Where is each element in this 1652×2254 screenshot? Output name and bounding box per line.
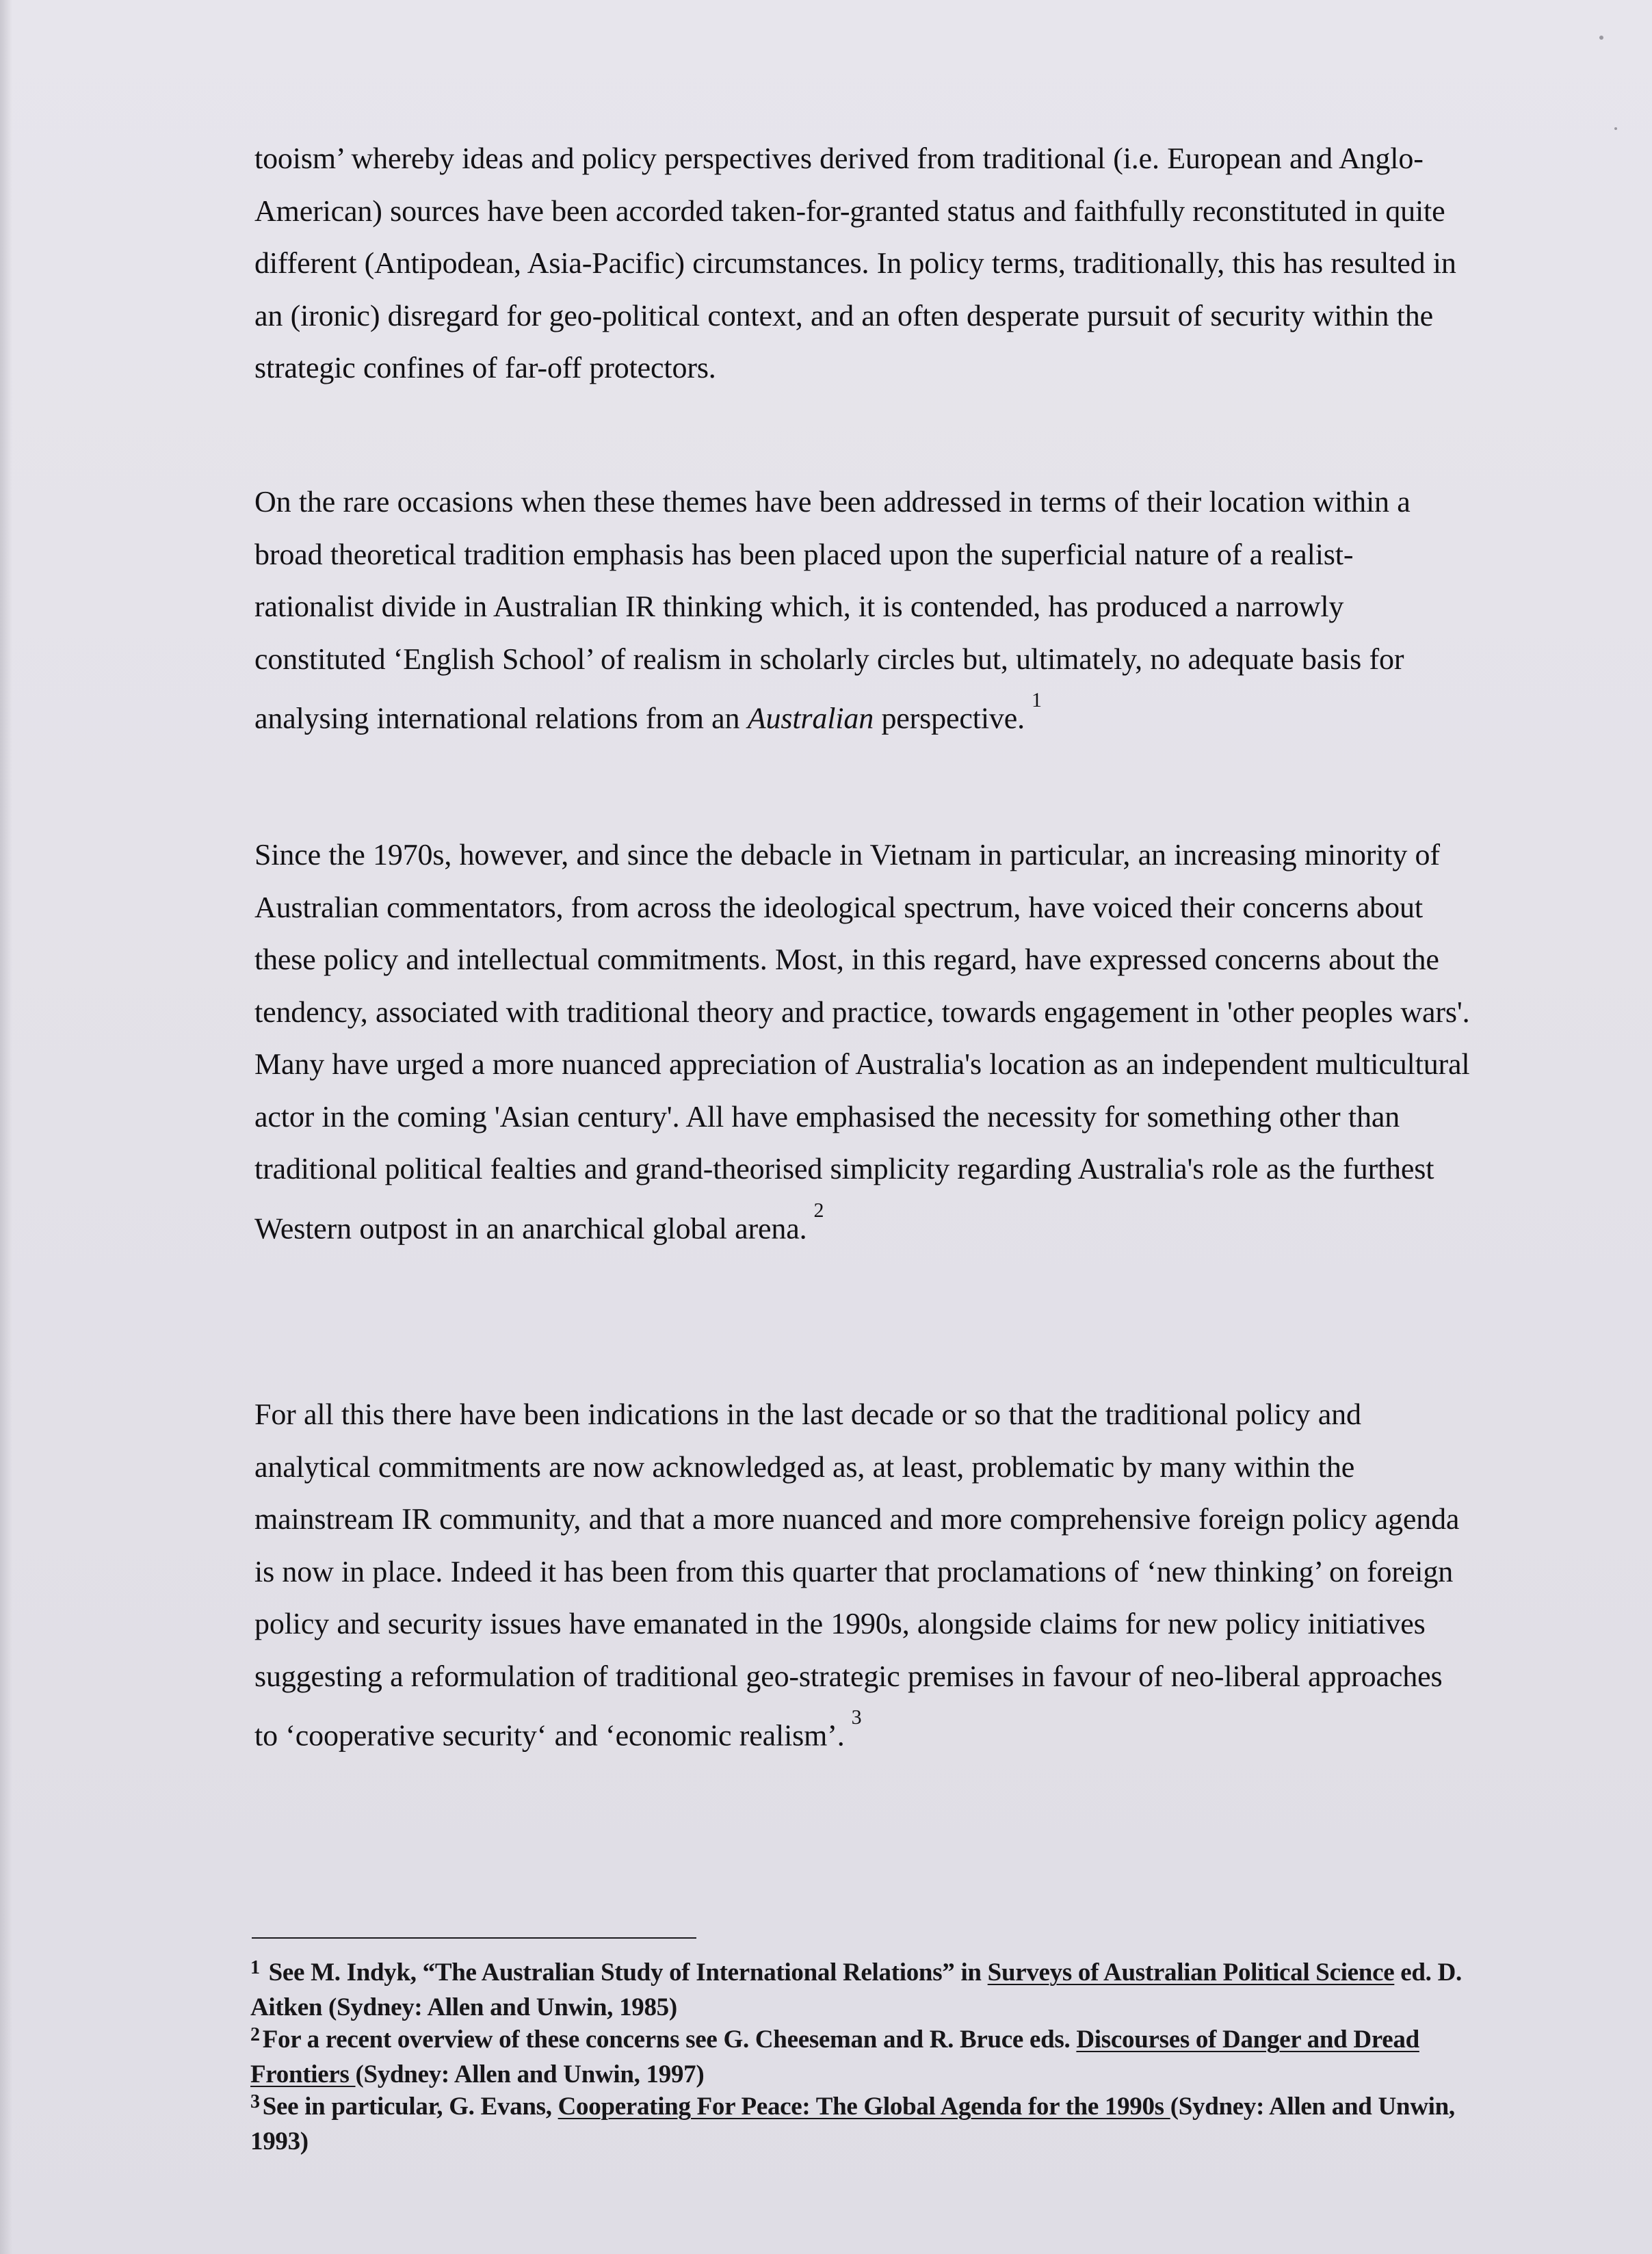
body-paragraph <box>254 476 1472 745</box>
footnote-text: See in particular, G. Evans, <box>262 2093 558 2121</box>
emphasized-text: Australian <box>747 701 874 735</box>
paragraph-text: For all this there have been indications in the last decade or so that the traditional policy and analytical commitments are now acknowledged as, at least, problematic by many within the mainstream IR community, and that a more nuanced and more comprehensive foreign policy agenda is now in place. Indeed it has been from this quarter that proclamations of ‘new thinking’ on foreign policy and security issues have emanated in the 1990s, alongside claims for new policy initiatives suggesting a reformulation of traditional geo-strategic premises in favour of neo-liberal approaches to ‘cooperative security‘ and ‘economic realism’. <box>254 1398 1460 1753</box>
page-edge-shadow <box>0 0 12 2254</box>
paragraph-text: perspective. <box>881 701 1025 735</box>
footnote-divider <box>252 1937 696 1939</box>
footnote-reference: 3 <box>851 1706 862 1729</box>
footnote <box>250 2091 1482 2158</box>
footnote-title: Cooperating For Peace: The Global Agenda for the 1990s <box>558 2093 1170 2121</box>
footnote-title: Discourses of Danger and Dread Frontiers <box>250 2026 1419 2088</box>
footnote-text: (Sydney: Allen and Unwin, 1993) <box>250 2093 1455 2155</box>
footnote-reference: 1 <box>1031 689 1042 711</box>
paragraph-text: On the rare occasions when these themes have been addressed in terms of their location within a broad theoretical tradition emphasis has been placed upon the superficial nature of a realist-rationalist divide in Australian IR thinking which, it is contended, has produced a narrowly constituted ‘English School’ of realism in scholarly circles but, ultimately, no adequate basis for analysing international relations from an <box>254 485 1411 735</box>
footnote-number: 3 <box>250 2091 260 2112</box>
body-paragraph <box>254 133 1472 395</box>
page-speck <box>1614 127 1617 130</box>
paragraph-text: tooism’ whereby ideas and policy perspectives derived from traditional (i.e. European and Anglo-American) sources have been accorded taken-for-granted status and faithfully reconstituted in quite different (Antipodean, Asia-Pacific) circumstances. In policy terms, traditionally, this has resulted in an (ironic) disregard for geo-political context, and an often desperate pursuit of security within the strategic confines of far-off protectors. <box>254 142 1456 384</box>
footnote-reference: 2 <box>813 1198 824 1222</box>
footnote-text: For a recent overview of these concerns see G. Cheeseman and R. Bruce eds. <box>262 2026 1077 2054</box>
footnote-title: Surveys of Australian Political Science <box>987 1958 1395 1987</box>
footnote <box>250 1956 1482 2023</box>
footnote-number: 2 <box>250 2024 260 2045</box>
footnote-text: (Sydney: Allen and Unwin, 1997) <box>355 2060 705 2088</box>
footnote-text: See M. Indyk, “The Australian Study of International Relations” in <box>268 1958 988 1987</box>
paragraph-text: Since the 1970s, however, and since the debacle in Vietnam in particular, an increasing minority of Australian commentators, from across the ideological spectrum, have voiced their concerns about these policy and intellectual commitments. Most, in this regard, have expressed concerns about the tendency, associated with traditional theory and practice, towards engagement in 'other peoples wars'. Many have urged a more nuanced appreciation of Australia's location as an independent multicultural actor in the coming 'Asian century'. All have emphasised the necessity for something other than traditional political fealties and grand-theorised simplicity regarding Australia's role as the furthest Western outpost in an anarchical global arena. <box>254 838 1470 1246</box>
page-speck <box>1599 36 1603 40</box>
body-paragraph <box>254 829 1472 1255</box>
footnote-text: ed. D. Aitken (Sydney: Allen and Unwin, 1985) <box>250 1958 1462 2021</box>
footnote-number: 1 <box>250 1957 260 1978</box>
body-paragraph <box>254 1389 1472 1762</box>
footnote <box>250 2023 1482 2091</box>
footnotes-section <box>250 1956 1482 2158</box>
